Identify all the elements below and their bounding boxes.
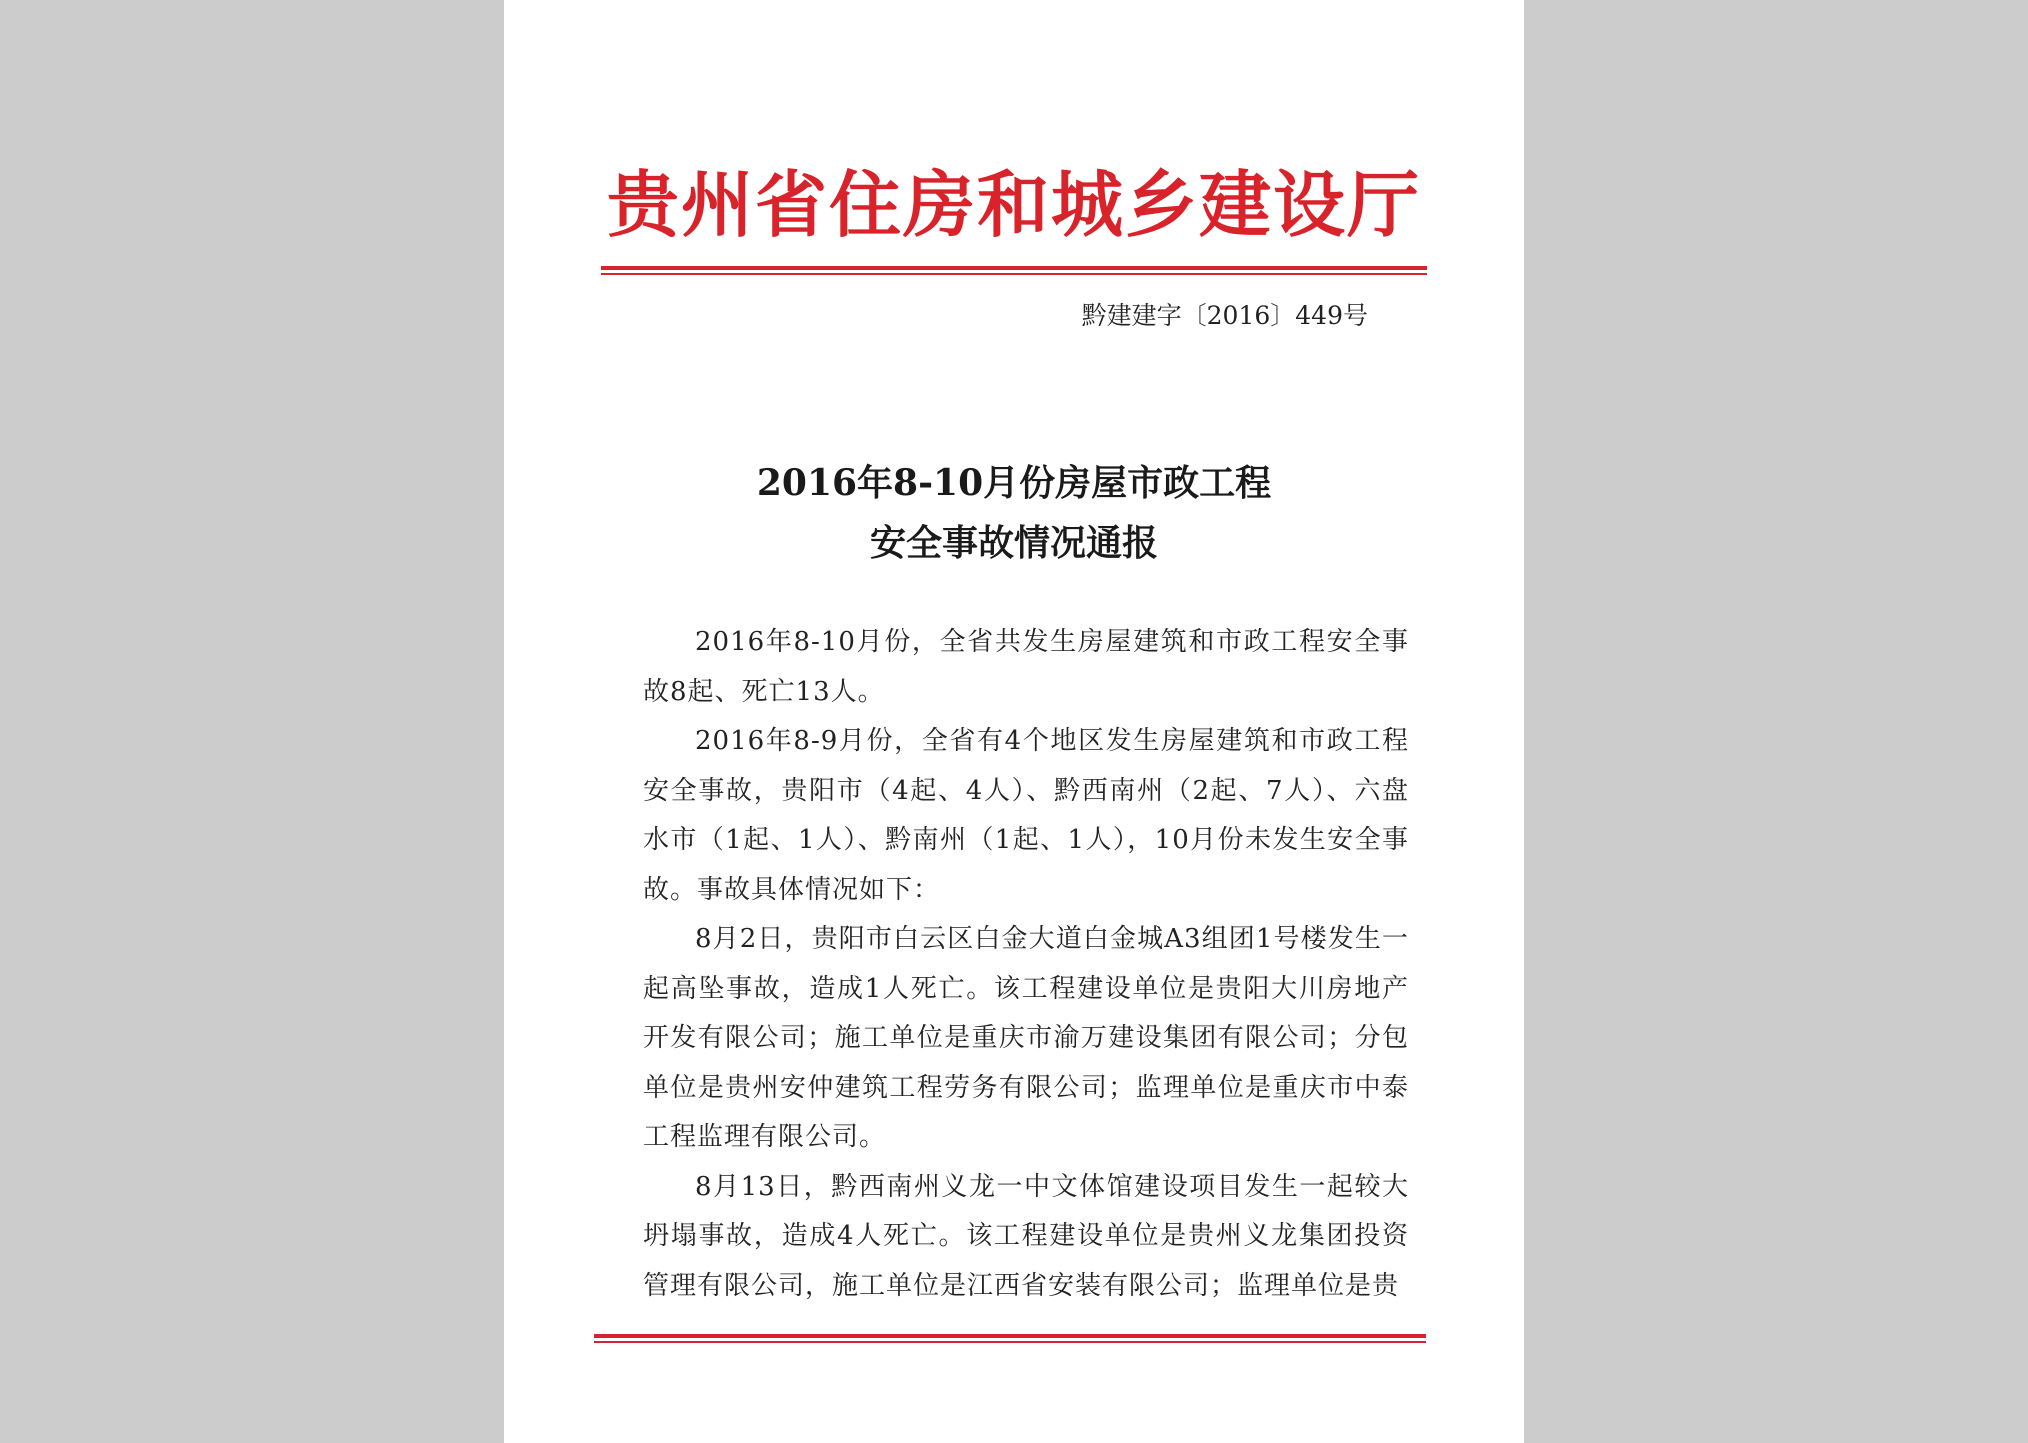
- document-number: 黔建建字〔2016〕449号: [1081, 301, 1368, 330]
- body-paragraph: 8月2日，贵阳市白云区白金大道白金城A3组团1号楼发生一起高坠事故，造成1人死亡。该工程建设单位是贵阳大川房地产开发有限公司；施工单位是重庆市渝万建设集团有限公司；分包单位是贵州安仲建筑工程劳务有限公司；监理单位是重庆市中泰工程监理有限公司。: [643, 924, 1409, 1152]
- letterhead-rule-thin: [601, 273, 1427, 275]
- footer-rule-thick: [594, 1334, 1426, 1338]
- letterhead-rule-thick: [601, 266, 1427, 270]
- body-paragraph: 2016年8-9月份，全省有4个地区发生房屋建筑和市政工程安全事故，贵阳市（4起、4人）、黔西南州（2起、7人）、六盘水市（1起、1人）、黔南州（1起、1人），10月份未发生安全事故。事故具体情况如下：: [643, 726, 1409, 905]
- document-body: [643, 618, 1409, 1311]
- body-paragraph: 2016年8-10月份，全省共发生房屋建筑和市政工程安全事故8起、死亡13人。: [643, 627, 1409, 707]
- footer-rule-thin: [594, 1341, 1426, 1343]
- organization-letterhead: 贵州省住房和城乡建设厅: [606, 163, 1421, 247]
- document-title-line-1: 2016年8-10月份房屋市政工程: [756, 462, 1272, 504]
- document-page: [504, 0, 1524, 1443]
- document-title-line-2: 安全事故情况通报: [869, 522, 1158, 564]
- body-paragraph: 8月13日，黔西南州义龙一中文体馆建设项目发生一起较大坍塌事故，造成4人死亡。该工程建设单位是贵州义龙集团投资管理有限公司，施工单位是江西省安装有限公司；监理单位是贵: [643, 1171, 1409, 1301]
